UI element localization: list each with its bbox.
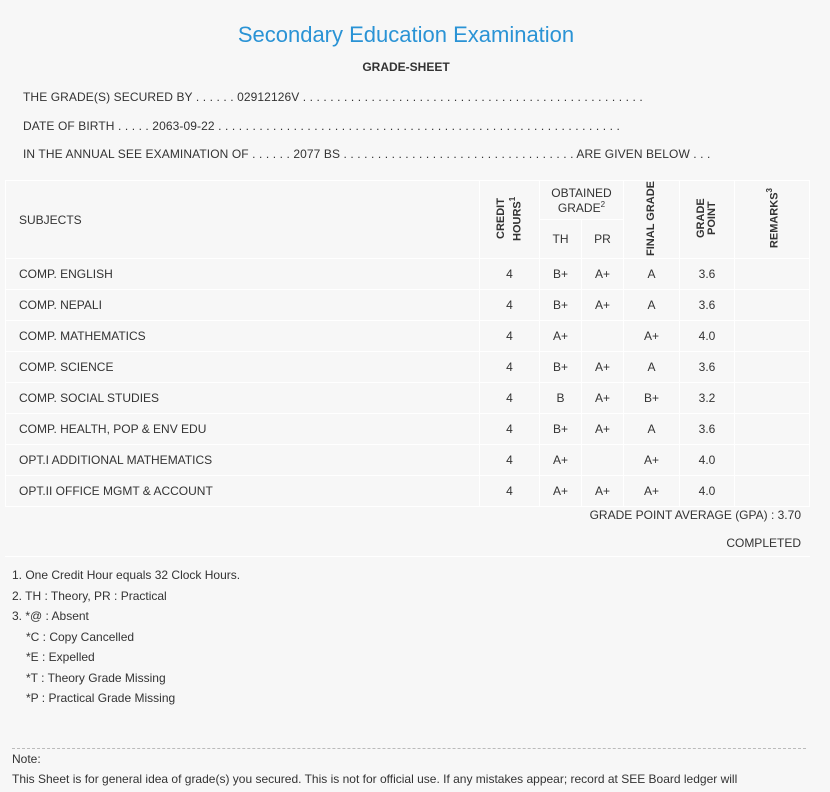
cell-point: 3.6 <box>680 259 735 290</box>
cell-th: A+ <box>540 321 582 352</box>
cell-pr: A+ <box>582 383 624 414</box>
cell-th: B+ <box>540 352 582 383</box>
cell-final: A+ <box>624 321 680 352</box>
cell-pr <box>582 321 624 352</box>
cell-pr: A+ <box>582 476 624 507</box>
secured-by-line: THE GRADE(S) SECURED BY . . . . . . 02912126V . . . . . . . . . . . . . . . . . . . . . . . . . . . . . . . . . . . . . . . . . . . . . . . . . . <box>23 90 643 104</box>
grades-table <box>5 180 810 507</box>
cell-credit: 4 <box>480 259 540 290</box>
cell-subject: COMP. SCIENCE <box>6 352 480 383</box>
cell-th: B+ <box>540 414 582 445</box>
header-th: TH <box>540 220 582 259</box>
table-row <box>6 445 810 476</box>
cell-point: 4.0 <box>680 321 735 352</box>
cell-th: A+ <box>540 445 582 476</box>
table-row <box>6 290 810 321</box>
table-row <box>6 352 810 383</box>
cell-final: A <box>624 259 680 290</box>
header-pr: PR <box>582 220 624 259</box>
table-row <box>6 414 810 445</box>
cell-final: A <box>624 414 680 445</box>
cell-credit: 4 <box>480 445 540 476</box>
cell-point: 3.2 <box>680 383 735 414</box>
cell-pr: A+ <box>582 290 624 321</box>
cell-final: A+ <box>624 476 680 507</box>
cell-th: B+ <box>540 259 582 290</box>
result-status: COMPLETED <box>726 536 801 550</box>
cell-subject: COMP. NEPALI <box>6 290 480 321</box>
cell-subject: COMP. ENGLISH <box>6 259 480 290</box>
table-row <box>6 259 810 290</box>
header-subjects: SUBJECTS <box>6 181 480 259</box>
cell-remarks <box>735 321 810 352</box>
footnote: *E : Expelled <box>26 650 95 664</box>
gpa-value: GRADE POINT AVERAGE (GPA) : 3.70 <box>589 508 801 522</box>
table-row <box>6 476 810 507</box>
header-credit-hours: CREDIT HOURS$^1$ <box>480 181 540 259</box>
cell-th: A+ <box>540 476 582 507</box>
cell-credit: 4 <box>480 321 540 352</box>
footnote: 1. One Credit Hour equals 32 Clock Hours. <box>12 568 241 582</box>
cell-credit: 4 <box>480 383 540 414</box>
cell-pr: A+ <box>582 259 624 290</box>
dob-line: DATE OF BIRTH . . . . . 2063-09-22 . . . . . . . . . . . . . . . . . . . . . . . . . . . . . . . . . . . . . . . . . . . . . . . . . . . . . . . . . . . <box>23 119 620 133</box>
cell-final: A <box>624 352 680 383</box>
cell-remarks <box>735 259 810 290</box>
exam-line: IN THE ANNUAL SEE EXAMINATION OF . . . . . . 2077 BS . . . . . . . . . . . . . . . . . . . . . . . . . . . . . . . . . . ARE GIVEN BELOW . . . <box>23 147 711 161</box>
cell-point: 3.6 <box>680 414 735 445</box>
cell-credit: 4 <box>480 352 540 383</box>
note-label: Note: <box>12 752 41 766</box>
cell-remarks <box>735 445 810 476</box>
cell-subject: OPT.I ADDITIONAL MATHEMATICS <box>6 445 480 476</box>
cell-th: B+ <box>540 290 582 321</box>
footnote: *C : Copy Cancelled <box>26 629 135 644</box>
footnote: *T : Theory Grade Missing <box>26 670 166 685</box>
cell-subject: OPT.II OFFICE MGMT & ACCOUNT <box>6 476 480 507</box>
header-obtained-grade: OBTAINED GRADE$^2$ <box>540 181 624 220</box>
grade-sheet-heading: GRADE-SHEET <box>362 60 450 74</box>
footnote: 2. TH : Theory, PR : Practical <box>12 588 167 603</box>
cell-remarks <box>735 383 810 414</box>
table-row <box>6 383 810 414</box>
header-remarks: REMARKS$^3$ <box>735 181 810 259</box>
footnote: 3. *@ : Absent <box>12 609 89 623</box>
cell-point: 4.0 <box>680 445 735 476</box>
cell-pr: A+ <box>582 352 624 383</box>
cell-final: A+ <box>624 445 680 476</box>
cell-credit: 4 <box>480 414 540 445</box>
cell-pr <box>582 445 624 476</box>
divider <box>5 556 810 557</box>
header-final-grade: FINAL GRADE <box>624 181 680 259</box>
cell-subject: COMP. SOCIAL STUDIES <box>6 383 480 414</box>
header-grade-point: GRADE POINT <box>680 181 735 259</box>
cell-point: 3.6 <box>680 352 735 383</box>
dashed-divider <box>12 748 806 749</box>
footnote: *P : Practical Grade Missing <box>26 691 176 705</box>
cell-credit: 4 <box>480 476 540 507</box>
cell-remarks <box>735 414 810 445</box>
exam-title: Secondary Education Examination <box>237 22 575 47</box>
cell-pr: A+ <box>582 414 624 445</box>
cell-final: B+ <box>624 383 680 414</box>
cell-th: B <box>540 383 582 414</box>
cell-credit: 4 <box>480 290 540 321</box>
cell-remarks <box>735 476 810 507</box>
cell-subject: COMP. HEALTH, POP & ENV EDU <box>6 414 480 445</box>
cell-subject: COMP. MATHEMATICS <box>6 321 480 352</box>
table-row <box>6 321 810 352</box>
cell-remarks <box>735 290 810 321</box>
note-text: This Sheet is for general idea of grade(s) you secured. This is not for official use. If any mistakes appear; record at SEE Board ledger will <box>12 772 738 786</box>
cell-remarks <box>735 352 810 383</box>
cell-point: 3.6 <box>680 290 735 321</box>
cell-point: 4.0 <box>680 476 735 507</box>
cell-final: A <box>624 290 680 321</box>
